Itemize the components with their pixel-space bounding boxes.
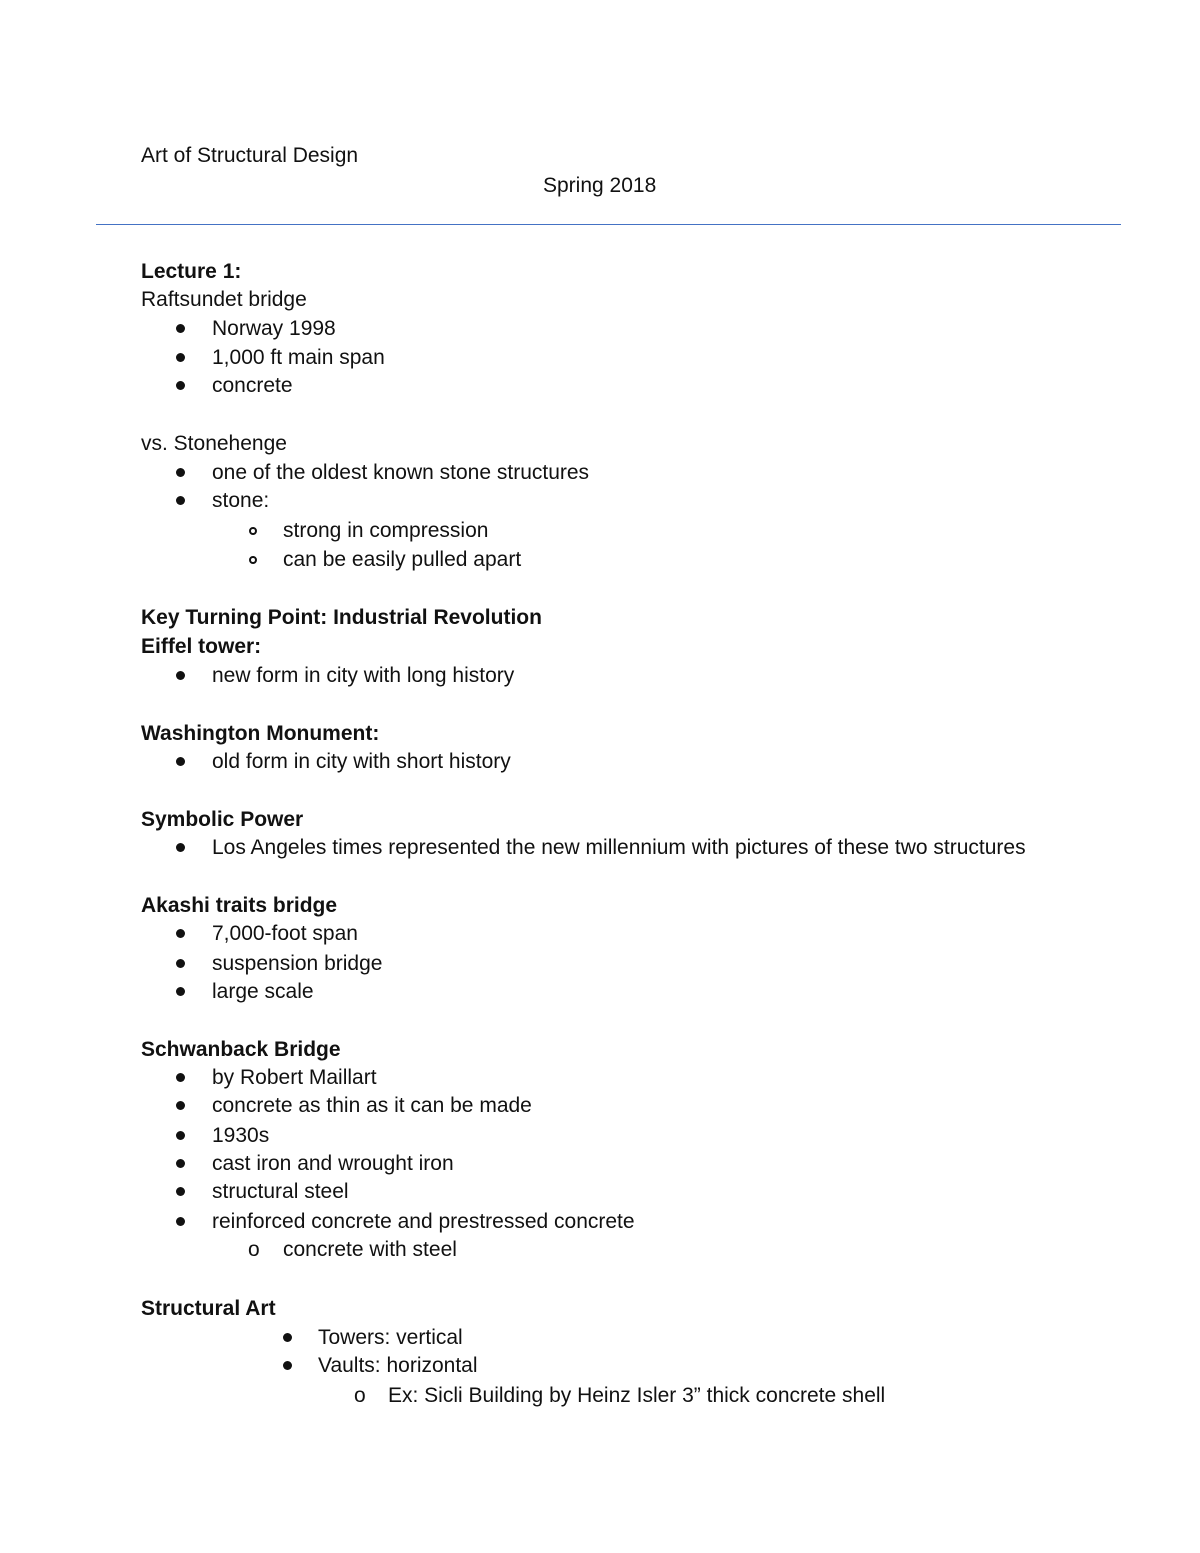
bullet-icon	[176, 353, 185, 362]
akashi-title: Akashi traits bridge	[141, 894, 338, 917]
key-point-heading: Key Turning Point: Industrial Revolution	[141, 606, 542, 629]
bullet-icon	[176, 381, 185, 390]
bullet-icon	[283, 1361, 292, 1370]
list-item: cast iron and wrought iron	[212, 1152, 454, 1175]
bullet-icon	[176, 959, 185, 968]
list-item: large scale	[212, 980, 314, 1003]
list-item: 1930s	[212, 1124, 270, 1147]
schwanback-title: Schwanback Bridge	[141, 1038, 341, 1061]
list-item: by Robert Maillart	[212, 1066, 377, 1089]
bullet-icon	[176, 1073, 185, 1082]
raftsundet-title: Raftsundet bridge	[141, 288, 307, 311]
circle-bullet-icon	[249, 556, 257, 564]
list-item: old form in city with short history	[212, 750, 511, 773]
list-item: Vaults: horizontal	[318, 1354, 478, 1377]
term-label: Spring 2018	[543, 174, 657, 197]
bullet-icon	[176, 671, 185, 680]
header-divider	[96, 224, 1121, 225]
list-item: one of the oldest known stone structures	[212, 461, 590, 484]
bullet-icon	[176, 987, 185, 996]
bullet-icon	[176, 496, 185, 505]
eiffel-title: Eiffel tower:	[141, 635, 262, 658]
structural-art-title: Structural Art	[141, 1297, 276, 1320]
list-subitem: Ex: Sicli Building by Heinz Isler 3” thick concrete shell	[388, 1384, 886, 1407]
bullet-icon	[176, 1217, 185, 1226]
stonehenge-title: vs. Stonehenge	[141, 432, 287, 455]
list-item: suspension bridge	[212, 952, 383, 975]
bullet-icon	[176, 1101, 185, 1110]
bullet-icon	[176, 757, 185, 766]
list-subitem: can be easily pulled apart	[283, 548, 522, 571]
list-item: Towers: vertical	[318, 1326, 463, 1349]
list-item: Los Angeles times represented the new millennium with pictures of these two structures	[212, 836, 1026, 859]
bullet-icon	[283, 1333, 292, 1342]
letter-o-bullet: o	[248, 1238, 260, 1261]
bullet-icon	[176, 1131, 185, 1140]
bullet-icon	[176, 324, 185, 333]
symbolic-title: Symbolic Power	[141, 808, 304, 831]
list-subitem: strong in compression	[283, 519, 489, 542]
list-item: 7,000-foot span	[212, 922, 358, 945]
list-item: stone:	[212, 489, 270, 512]
course-title: Art of Structural Design	[141, 144, 359, 167]
bullet-icon	[176, 468, 185, 477]
list-item: reinforced concrete and prestressed concrete	[212, 1210, 635, 1233]
list-item: new form in city with long history	[212, 664, 515, 687]
bullet-icon	[176, 929, 185, 938]
letter-o-bullet: o	[354, 1384, 366, 1407]
bullet-icon	[176, 1159, 185, 1168]
bullet-icon	[176, 1187, 185, 1196]
lecture-heading: Lecture 1:	[141, 260, 242, 283]
list-item: Norway 1998	[212, 317, 336, 340]
bullet-icon	[176, 843, 185, 852]
list-item: concrete as thin as it can be made	[212, 1094, 532, 1117]
washington-title: Washington Monument:	[141, 722, 380, 745]
circle-bullet-icon	[249, 527, 257, 535]
list-item: concrete	[212, 374, 293, 397]
list-item: structural steel	[212, 1180, 349, 1203]
list-item: 1,000 ft main span	[212, 346, 385, 369]
list-subitem: concrete with steel	[283, 1238, 457, 1261]
